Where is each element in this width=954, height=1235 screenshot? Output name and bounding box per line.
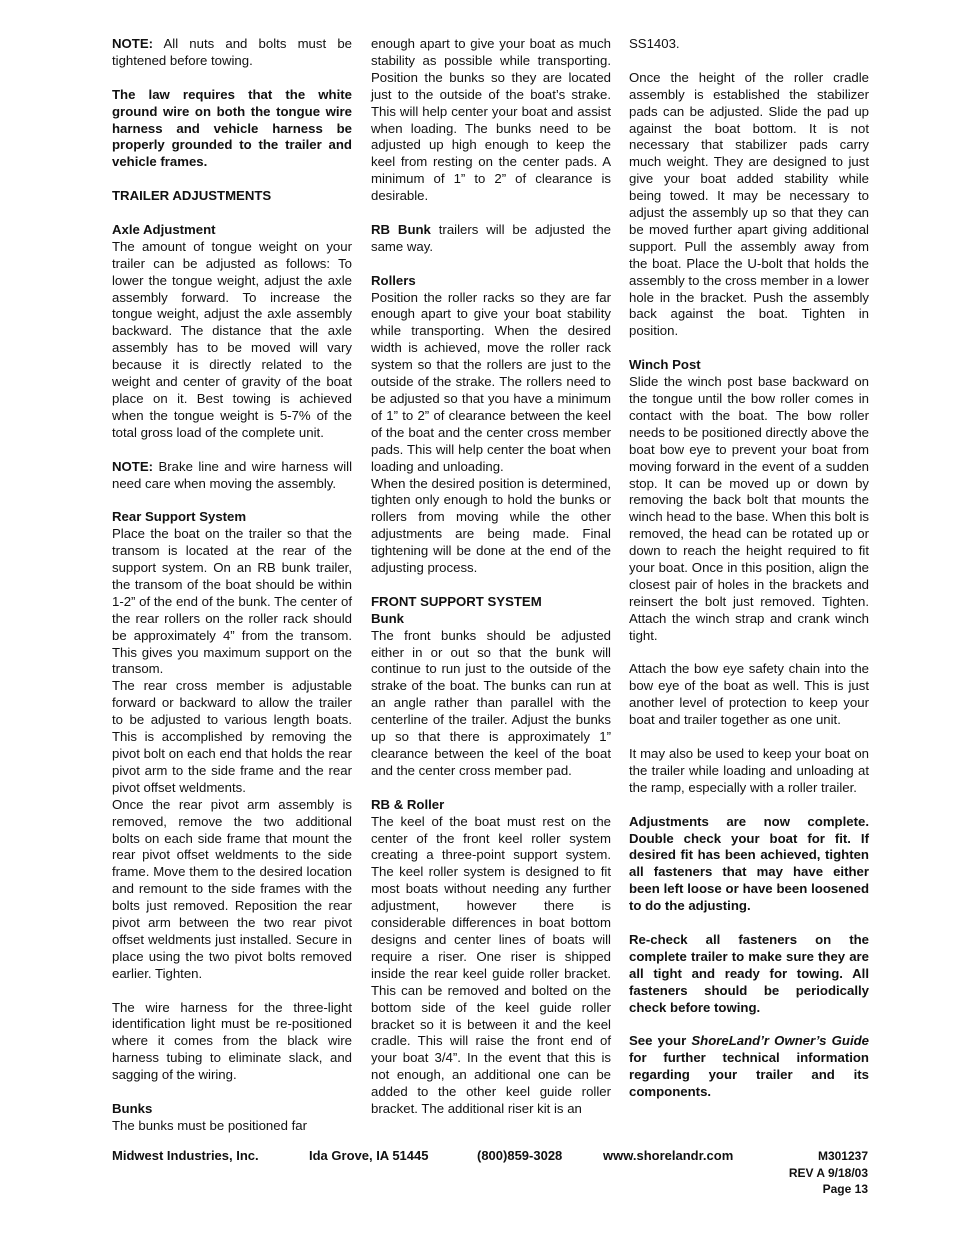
winch-post-text: Slide the winch post base backward on the tongue until the bow roller comes in contact with the boat. The bow roller needs to be positioned directly above the boat bow eye to prevent your boat from moving forward in the event of a sudden stop. It can be moved up or down by removing the back bolt that mounts the winch head to the base. When this bolt is removed, the head can be rotated up or down to reach the height required to fit your boat. Once in this position, align the closest pair of holes in the brackets and reinsert the bolt just removed. Tighten. Attach the winch strap and crank winch tight. bbox=[629, 374, 869, 643]
note-label: NOTE: bbox=[112, 36, 154, 51]
adjustments-complete-text: Adjustments are now complete. Double check your boat for fit. If desired fit has been achieved, tighten all fasteners that may have either been left loose or have been loosened to do the adjusting. bbox=[629, 813, 869, 914]
bunks-text: The bunks must be positioned far bbox=[112, 1117, 307, 1133]
stabilizer-pads-paragraph: Once the height of the roller cradle assembly is established the stabilizer pads can be adjusted. Slide the pad up against the boat bottom. It is not necessary that stabilizer pads carry much weight. They are designed to just give your boat added stability while being towed. It may be necessary to adjust the assembly up so that they can be moved further apart giving additional support. Pull the assembly away from the boat. Place the U-bolt that holds the assembly to the cross member in a lower hole in the bracket. Push the assembly back against the boat. Tighten in position. bbox=[629, 69, 869, 339]
bunks-heading: Bunks bbox=[112, 1100, 153, 1116]
rear-support-paragraph-3: Once the rear pivot arm assembly is removed, remove the two additional bolts on each side frame that mount the rear pivot offset weldments to the side frame. Move them to the desired location and remount to the side frames with the bolts just removed. Reposition the rear pivot arm between the two rear pivot offset weldments just installed. Secure in place using the two pivot bolts removed earlier. Tighten. bbox=[112, 796, 352, 981]
rb-bunk-label: RB Bunk bbox=[371, 221, 431, 237]
rb-roller-text: The keel of the boat must rest on the center of the front keel roller system creating a three-point support system. The keel roller system is designed to fit most boats without needing any further adjustment, however there is considerable differences in boat bottom designs and center lines of boats will require a riser. One riser is shipped inside the rear keel guide roller bracket. This can be removed and bolted on the bottom side of the keel guide roller bracket so it is between it and the keel cradle. This will raise the front end of your boat 3/4”. In the event that this is not enough, an additional one can be added to the other keel guide roller bracket. The additional riser kit is an bbox=[371, 813, 611, 1117]
rear-support-paragraph-2: The rear cross member is adjustable forward or backward to allow the trailer to be adjusted to various length boats. This is accomplished by removing the pivot bolt on each end that holds the rear pivot arm to the side frame and the rear pivot offset weldments. bbox=[112, 678, 352, 795]
bow-eye-paragraph-2: It may also be used to keep your boat on the trailer while loading and unloading at the ramp, especially with a roller trailer. bbox=[629, 746, 869, 795]
front-bunk-text: The front bunks should be adjusted either in or out so that the bunk will continue to run just to the outside of the strake of the boat. The bunks can run at an angle rather than parallel with the centerline of the trailer. Adjust the bunks up so that there is approximately 1” clearance between the keel of the boat and the center cross member pad. bbox=[371, 627, 611, 778]
axle-adjustment-text: The amount of tongue weight on your trailer can be adjusted as follows: To lower the tongue weight, adjust the axle assembly forward. To increase the tongue weight, adjust the axle assembly backward. The distance that the axle assembly has to be moved will vary because it is directly related to the weight and center of gravity of the boat place on it. Best towing is achieved when the tongue weight is 5-7% of the total gross load of the complete unit. bbox=[112, 238, 352, 440]
owners-guide-reference bbox=[629, 1033, 869, 1101]
column-3 bbox=[629, 36, 869, 1101]
rollers-heading: Rollers bbox=[371, 272, 416, 288]
ground-wire-warning: The law requires that the white ground wire on both the tongue wire harness and vehicle harness be properly grounded to the trailer and vehicle frames. bbox=[112, 86, 352, 170]
footer-company: Midwest Industries, Inc. bbox=[112, 1148, 259, 1163]
wire-harness-paragraph: The wire harness for the three-light identification light must be re-positioned where it comes from the black wire harness tubing to eliminate slack, and sagging of the wiring. bbox=[112, 999, 352, 1083]
footer-city: Ida Grove, IA 51445 bbox=[309, 1148, 429, 1163]
footer-website: www.shorelandr.com bbox=[603, 1148, 734, 1163]
owners-guide-title: ShoreLand’r Owner’s Guide bbox=[691, 1033, 869, 1049]
footer-revision: REV A 9/18/03 bbox=[788, 1165, 868, 1180]
footer-doc-info bbox=[789, 1148, 868, 1198]
recheck-fasteners-text: Re-check all fasteners on the complete trailer to make sure they are all tight and ready for towing. All fasteners should be periodically check before towing. bbox=[629, 931, 869, 1015]
rb-roller-heading: RB & Roller bbox=[371, 796, 445, 812]
tighten-note bbox=[112, 36, 352, 70]
column-2 bbox=[371, 36, 611, 1118]
guide-post-text: for further technical information regarding your trailer and its components. bbox=[629, 1050, 869, 1100]
rb-bunk-text: trailers will be adjusted the same way. bbox=[371, 221, 611, 254]
note-label: NOTE: bbox=[112, 458, 154, 474]
bunks-continued-text: enough apart to give your boat as much stability as possible while transporting. Position the bunks so they are located just to the outside of the boat’s strake. This will help center your boat and assist when loading. The bunks need to be adjusted up high enough to keep the keel from resting on the center pads. A minimum of 1” to 2” of clearance is desirable. bbox=[371, 36, 611, 204]
footer-phone: (800)859-3028 bbox=[477, 1148, 563, 1163]
rb-bunk-paragraph bbox=[371, 222, 611, 256]
note-text: All nuts and bolts must be tightened before towing. bbox=[112, 36, 352, 68]
rollers-paragraph-1: Position the roller racks so they are far enough apart to give your boat stability while transporting. When the desired width is achieved, move the roller rack system so that the rollers are just to the outside of the strake. The rollers need to be adjusted so that you have a minimum of 1” to 2” of clearance between the keel of the boat and the center cross member pads. This will help center the boat when loading and unloading. bbox=[371, 289, 611, 474]
rollers-paragraph-2: When the desired position is determined, tighten only enough to hold the bunks or rollers from moving while the other adjustments are being made. Final tightening will be done at the end of the adjusting process. bbox=[371, 475, 611, 576]
front-support-heading: FRONT SUPPORT SYSTEM bbox=[371, 593, 542, 609]
rear-support-heading: Rear Support System bbox=[112, 509, 247, 525]
footer-doc-number: M301237 bbox=[817, 1149, 868, 1163]
footer-page-number: Page 13 bbox=[822, 1182, 868, 1197]
axle-adjustment-heading: Axle Adjustment bbox=[112, 221, 216, 237]
column-1 bbox=[112, 36, 352, 1135]
section-heading-trailer-adjustments: TRAILER ADJUSTMENTS bbox=[112, 188, 272, 204]
winch-post-heading: Winch Post bbox=[629, 357, 701, 373]
guide-pre-text: See your bbox=[629, 1033, 692, 1049]
riser-kit-number: SS1403. bbox=[629, 36, 680, 51]
bow-eye-paragraph-1: Attach the bow eye safety chain into the bow eye of the boat as well. This is just another level of protection to keep your boat and trailer together as one unit. bbox=[629, 661, 869, 728]
rear-support-paragraph-1: Place the boat on the trailer so that the transom is located at the rear of the support system. On an RB bunk trailer, the transom of the boat should be within 1-2” of the end of the bunk. The center of the rear rollers on the roller rack should be approximately 4” from the transom. This gives you maximum support on the transom. bbox=[112, 526, 352, 677]
front-bunk-heading: Bunk bbox=[371, 610, 404, 626]
note-text: Brake line and wire harness will need care when moving the assembly. bbox=[112, 458, 352, 491]
brake-line-note bbox=[112, 459, 352, 493]
